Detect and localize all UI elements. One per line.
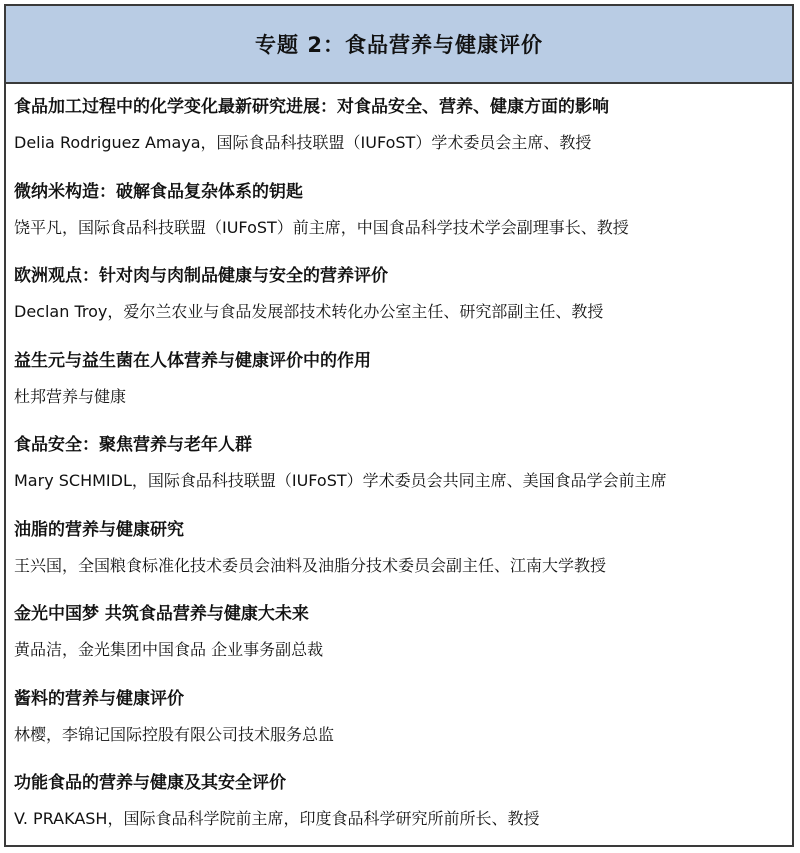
talk-speaker: V. PRAKASH，国际食品科学院前主席，印度食品科学研究所前所长、教授 (14, 809, 540, 828)
talk-speaker: 王兴国，全国粮食标准化技术委员会油料及油脂分技术委员会副主任、江南大学教授 (14, 555, 607, 575)
talk-title: 欧洲观点：针对肉与肉制品健康与安全的营养评价 (14, 266, 388, 286)
session-header (6, 6, 792, 84)
talk-item (14, 169, 784, 254)
talk-speaker: 黄品洁，金光集团中国食品 企业事务副总裁 (14, 640, 324, 659)
talk-speaker: 林樱，李锦记国际控股有限公司技术服务总监 (14, 724, 335, 744)
talk-item (14, 760, 784, 845)
talk-item (14, 84, 784, 169)
talk-item (14, 253, 784, 338)
talk-title: 食品安全：聚焦营养与老年人群 (14, 435, 252, 455)
session-title: 专题 2：食品营养与健康评价 (255, 33, 543, 57)
talk-item (14, 338, 784, 423)
talk-title: 微纳米构造：破解食品复杂体系的钥匙 (14, 181, 303, 202)
talk-title: 酱料的营养与健康评价 (14, 688, 184, 709)
talk-speaker: 饶平凡，国际食品科技联盟（IUFoST）前主席，中国食品科学技术学会副理事长、教授 (14, 217, 629, 237)
talk-title: 金光中国梦 共筑食品营养与健康大未来 (14, 604, 309, 624)
talk-title: 油脂的营养与健康研究 (14, 519, 184, 540)
talk-title: 食品加工过程中的化学变化最新研究进展：对食品安全、营养、健康方面的影响 (14, 97, 609, 117)
talk-list (6, 84, 792, 845)
talk-speaker: 杜邦营养与健康 (14, 386, 127, 406)
talk-item (14, 591, 784, 676)
session-table (4, 4, 794, 847)
talk-speaker: Mary SCHMIDL，国际食品科技联盟（IUFoST）学术委员会共同主席、美国食品学会前主席 (14, 471, 667, 490)
talk-item (14, 507, 784, 592)
talk-title: 益生元与益生菌在人体营养与健康评价中的作用 (14, 350, 371, 371)
talk-speaker: Declan Troy，爱尔兰农业与食品发展部技术转化办公室主任、研究部副主任、教授 (14, 302, 604, 321)
talk-item (14, 676, 784, 761)
talk-item (14, 422, 784, 507)
talk-speaker: Delia Rodriguez Amaya，国际食品科技联盟（IUFoST）学术委员会主席、教授 (14, 133, 592, 152)
talk-title: 功能食品的营养与健康及其安全评价 (14, 773, 286, 793)
